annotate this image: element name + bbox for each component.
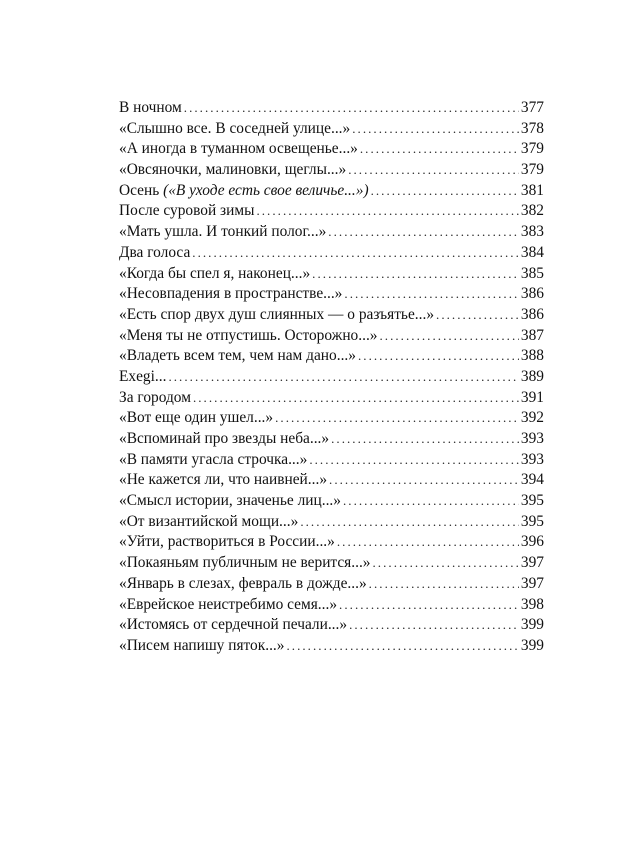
toc-entry-title: «Владеть всем тем, чем нам дано...»	[119, 347, 356, 365]
toc-entry-page: 377	[520, 99, 544, 116]
toc-entry-title: «Слышно все. В соседней улице...»	[119, 119, 351, 137]
toc-entry-page: 395	[520, 512, 544, 530]
dot-leader	[312, 264, 519, 285]
toc-entry-page: 393	[520, 430, 544, 447]
toc-entry	[119, 243, 544, 264]
toc-entry	[119, 491, 544, 512]
toc-entry-title: «Вспоминай про звезды неба...»	[119, 430, 330, 447]
toc-entry-page: 393	[520, 450, 544, 468]
dot-leader	[193, 388, 519, 409]
toc-entry-title: «Овсяночки, малиновки, щеглы...»	[119, 161, 347, 179]
dot-leader	[379, 326, 518, 347]
dot-leader	[371, 181, 519, 202]
toc-entry-page: 379	[520, 161, 544, 179]
toc-entry-page: 398	[520, 595, 544, 613]
toc-entry-page: 386	[520, 285, 544, 303]
toc-entry-title: «Еврейское неистребимо семя...»	[119, 595, 338, 613]
toc-entry-page: 382	[520, 202, 544, 220]
toc-entry-page: 384	[520, 243, 544, 261]
toc-entry	[119, 636, 544, 657]
dot-leader	[343, 491, 519, 512]
toc-entry	[119, 264, 544, 285]
toc-entry	[119, 553, 544, 574]
dot-leader	[256, 201, 518, 222]
toc-entry-page: 397	[520, 574, 544, 592]
toc-entry-title: За городом	[119, 388, 191, 406]
toc-entry-title: «Писем напишу пяток...»	[119, 636, 285, 654]
toc-entry-title: «Мать ушла. И тонкий полог...»	[119, 223, 327, 241]
toc-entry-subtitle: («В уходе есть свое величье...»)	[163, 181, 369, 199]
toc-entry-title: Осень («В уходе есть свое величье...»)	[119, 181, 369, 199]
toc-entry-page: 383	[520, 223, 544, 241]
toc-entry	[119, 201, 544, 222]
toc-entry-title: «Когда бы спел я, наконец...»	[119, 264, 311, 282]
toc-entry-title: «В памяти угасла строчка...»	[119, 450, 308, 468]
toc-entry-page: 399	[520, 616, 544, 634]
toc-entry-page: 381	[520, 181, 544, 199]
toc-entry-page: 379	[520, 140, 544, 158]
toc-entry-title: «От византийской мощи...»	[119, 512, 299, 530]
toc-entry-title: «Уйти, раствориться в России...»	[119, 533, 335, 551]
toc-entry-title: «Вот еще один ушел...»	[119, 409, 274, 427]
toc-entry-title: «Меня ты не отпустишь. Осторожно...»	[119, 326, 378, 344]
toc-entry	[119, 388, 544, 409]
toc-entry-page: 397	[520, 554, 544, 572]
toc-entry	[119, 222, 544, 243]
dot-leader	[286, 636, 518, 657]
toc-entry-page: 386	[520, 305, 544, 323]
toc-entry-title: «Не кажется ли, что наивней...»	[119, 471, 328, 489]
toc-entry	[119, 595, 544, 616]
dot-leader	[331, 429, 519, 450]
dot-leader	[339, 595, 519, 616]
toc-entry	[119, 574, 544, 595]
dot-leader	[352, 119, 519, 140]
toc-entry	[119, 367, 544, 388]
dot-leader	[329, 470, 519, 491]
dot-leader	[300, 512, 519, 533]
toc-entry-title: «А иногда в туманном освещенье...»	[119, 140, 358, 158]
toc-entry	[119, 181, 544, 202]
dot-leader	[348, 160, 519, 181]
toc-entry-page: 396	[520, 533, 544, 551]
toc-entry	[119, 429, 544, 450]
toc-entry	[119, 346, 544, 367]
toc-entry	[119, 284, 544, 305]
dot-leader	[309, 450, 519, 471]
dot-leader	[369, 574, 519, 595]
table-of-contents	[119, 98, 544, 657]
toc-entry	[119, 532, 544, 553]
dot-leader	[328, 222, 519, 243]
dot-leader	[436, 305, 519, 326]
toc-entry	[119, 119, 544, 140]
toc-entry	[119, 160, 544, 181]
dot-leader	[337, 532, 519, 553]
dot-leader	[168, 367, 518, 388]
toc-entry-title: «Январь в слезах, февраль в дожде...»	[119, 574, 367, 592]
toc-entry-page: 391	[520, 388, 544, 406]
toc-entry	[119, 470, 544, 491]
toc-entry-title: «Несовпадения в пространстве...»	[119, 285, 343, 303]
toc-entry	[119, 512, 544, 533]
toc-entry-title: «Истомясь от сердечной печали...»	[119, 616, 348, 634]
dot-leader	[360, 139, 519, 160]
toc-entry	[119, 450, 544, 471]
dot-leader	[344, 284, 519, 305]
toc-entry-page: 394	[520, 471, 544, 489]
toc-entry-title: «Есть спор двух душ слиянных — о разъятье...»	[119, 305, 435, 323]
toc-entry	[119, 408, 544, 429]
toc-entry-page: 389	[520, 367, 544, 385]
toc-entry-title: После суровой зимы	[119, 202, 255, 220]
dot-leader	[192, 243, 519, 264]
dot-leader	[358, 346, 519, 367]
dot-leader	[373, 553, 519, 574]
toc-entry-page: 378	[520, 119, 544, 137]
toc-entry-title: Exegi...	[119, 367, 167, 385]
toc-entry-page: 387	[520, 326, 544, 344]
toc-entry-page: 399	[520, 636, 544, 654]
dot-leader	[349, 615, 519, 636]
dot-leader	[184, 98, 519, 119]
toc-entry	[119, 305, 544, 326]
toc-entry-page: 392	[520, 409, 544, 427]
toc-entry-title: «Покаяньям публичным не верится...»	[119, 554, 371, 572]
toc-entry	[119, 98, 544, 119]
toc-entry	[119, 615, 544, 636]
toc-entry	[119, 139, 544, 160]
toc-entry-page: 385	[520, 264, 544, 282]
toc-entry	[119, 326, 544, 347]
toc-entry-page: 388	[520, 347, 544, 365]
toc-entry-title: Два голоса	[119, 243, 191, 261]
dot-leader	[275, 408, 519, 429]
toc-entry-page: 395	[520, 492, 544, 510]
toc-entry-title: В ночном	[119, 99, 182, 116]
toc-entry-title: «Смысл истории, значенье лиц...»	[119, 492, 341, 510]
